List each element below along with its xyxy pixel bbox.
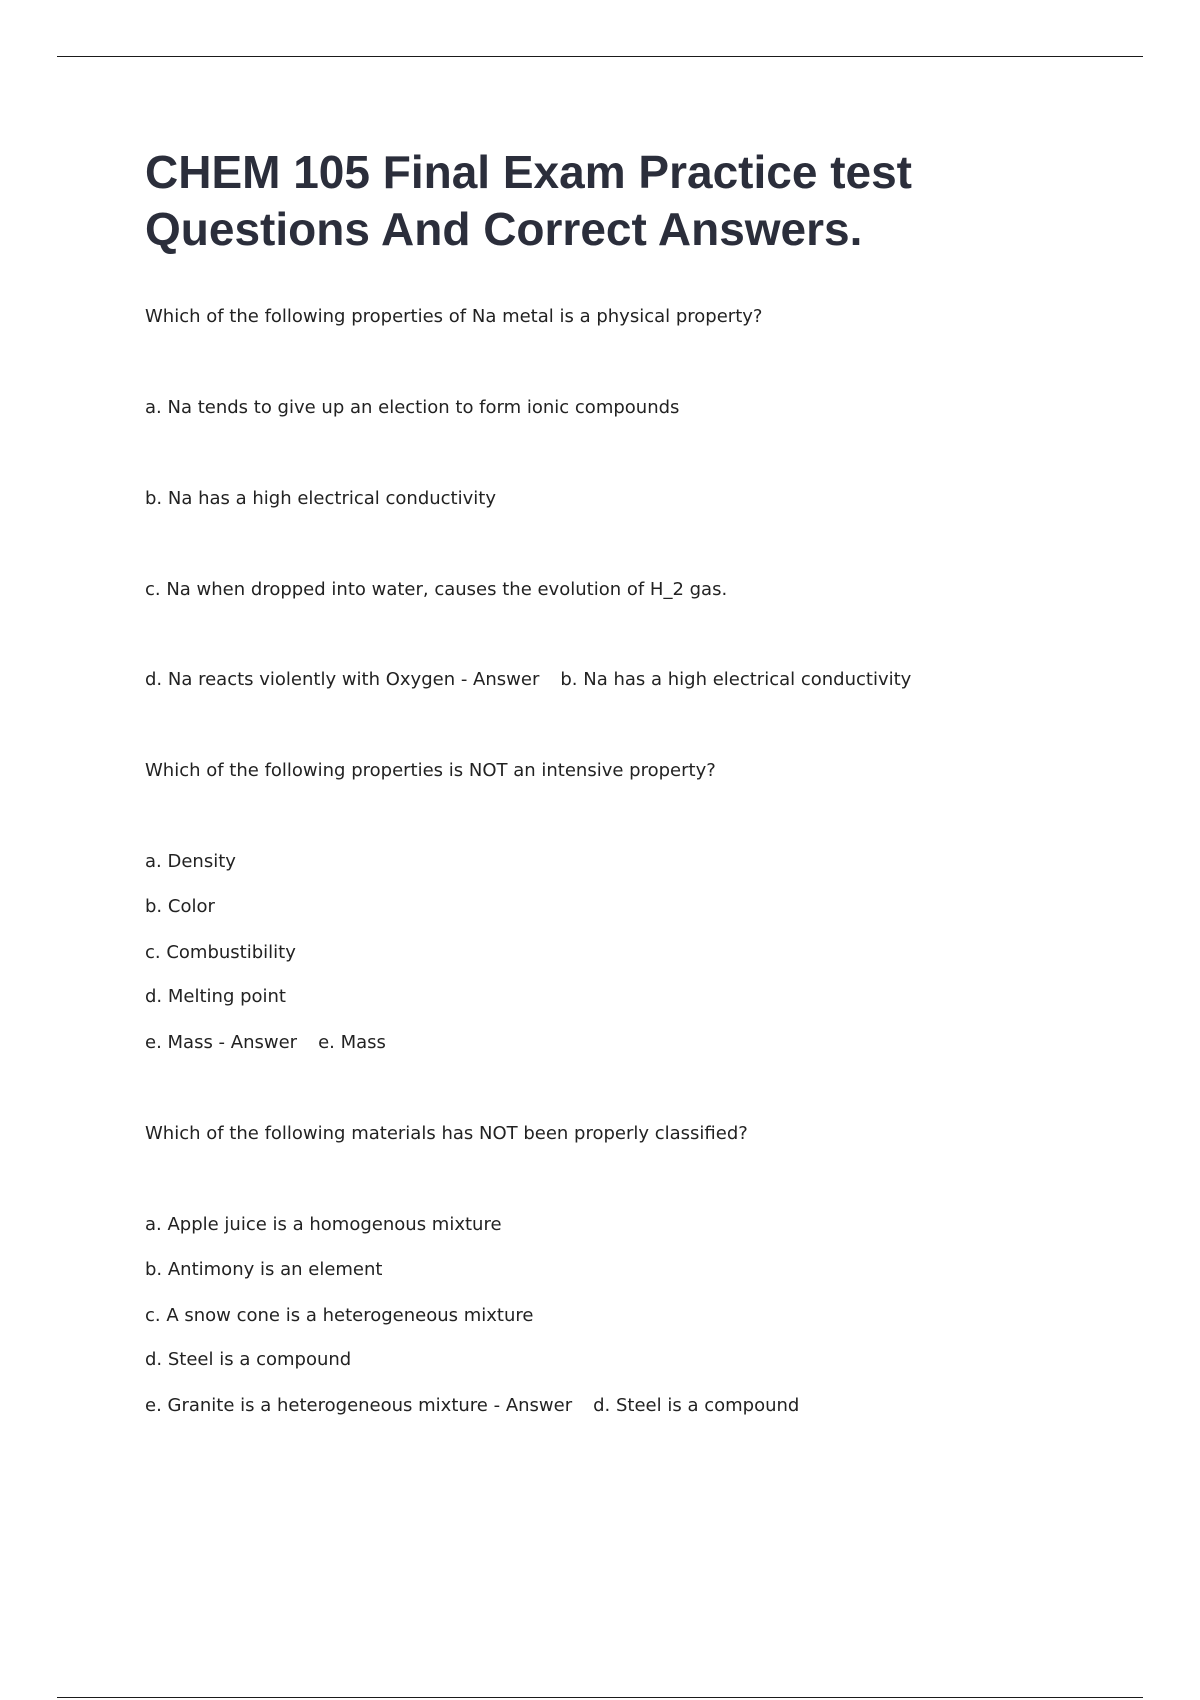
question-2-text: Which of the following properties is NOT an intensive property?	[145, 760, 716, 781]
question-2-answer: e. Mass	[318, 1032, 386, 1053]
question-1-option-a: a. Na tends to give up an election to form ionic compounds	[145, 397, 680, 418]
question-2-option-a: a. Density	[145, 851, 236, 872]
question-3-option-b: b. Antimony is an element	[145, 1259, 383, 1280]
question-3-option-e: e. Granite is a heterogeneous mixture - Answer	[145, 1395, 573, 1416]
bottom-rule	[57, 1697, 1143, 1698]
question-3-answer: d. Steel is a compound	[593, 1395, 800, 1416]
question-3-option-c: c. A snow cone is a heterogeneous mixture	[145, 1305, 534, 1326]
question-3-option-a: a. Apple juice is a homogenous mixture	[145, 1214, 502, 1235]
question-1-answer: b. Na has a high electrical conductivity	[560, 669, 912, 690]
question-1-answer-line	[145, 668, 911, 692]
question-3-answer-line	[145, 1394, 799, 1418]
title-line-2: Questions And Correct Answers.	[145, 203, 863, 255]
question-3-option-d: d. Steel is a compound	[145, 1349, 352, 1370]
question-2-option-e: e. Mass - Answer	[145, 1032, 298, 1053]
question-1-option-d: d. Na reacts violently with Oxygen - Answer	[145, 669, 540, 690]
top-rule	[57, 56, 1143, 57]
title-line-1: CHEM 105 Final Exam Practice test	[145, 146, 912, 198]
page-title	[145, 144, 1045, 258]
question-2-answer-line	[145, 1031, 386, 1055]
question-2-option-d: d. Melting point	[145, 986, 286, 1007]
question-1-option-c: c. Na when dropped into water, causes the evolution of H_2 gas.	[145, 579, 728, 600]
question-3-text: Which of the following materials has NOT been properly classified?	[145, 1123, 748, 1144]
question-2-option-c: c. Combustibility	[145, 942, 296, 963]
question-1-option-b: b. Na has a high electrical conductivity	[145, 488, 496, 509]
question-2-option-b: b. Color	[145, 896, 215, 917]
question-1-text: Which of the following properties of Na metal is a physical property?	[145, 306, 763, 327]
